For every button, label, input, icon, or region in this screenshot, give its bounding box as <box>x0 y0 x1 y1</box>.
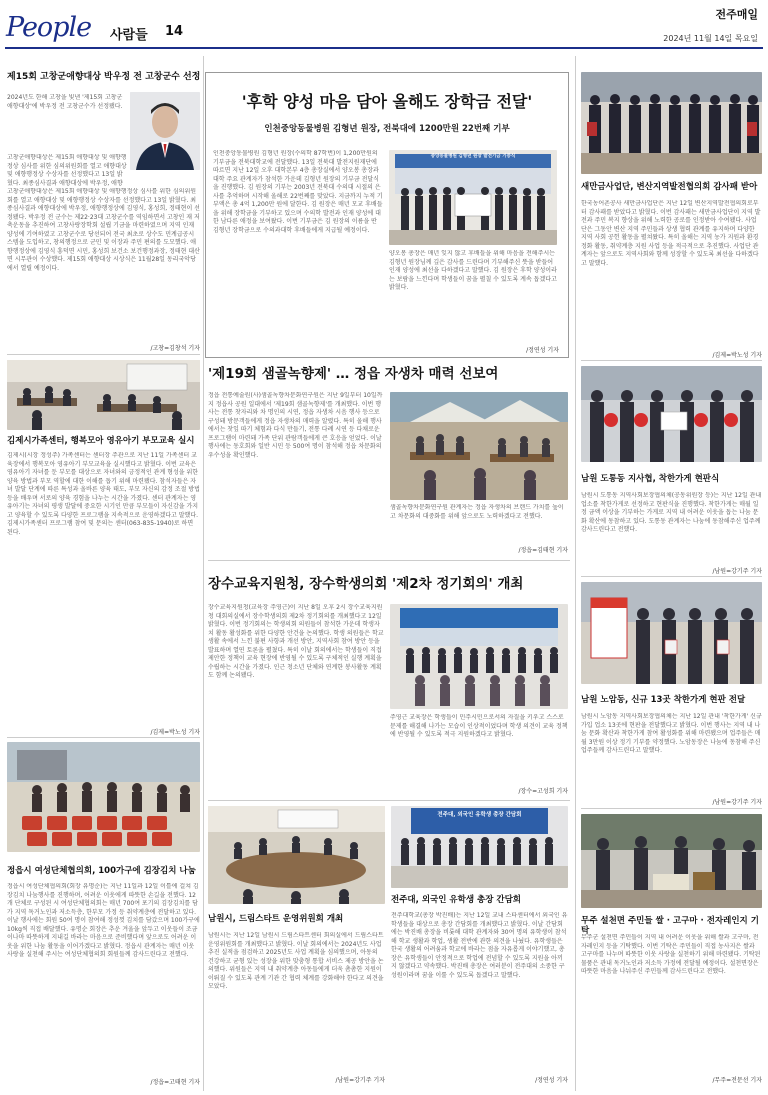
article-body: 고창군애향대상은 제15회 애향대상 및 애향행정상 심사를 위한 심의위원회를 열고 애향대상 및 애향행정상 수상자를 선정했다고 13일 밝혔다. 최종심사결과 애향대상에 박우정, 애향 <box>7 154 127 186</box>
article-body: 정읍 전통예술원(사)샘골녹향차문화연구원은 지난 9일부터 10일까지 정읍사 공원 일대에서 '제19회 샘골녹향제'를 개최했다. 이번 행사는 전통 찻자리와 차 명인의 시연, 정읍 자생차 시음 행사 등으로 구성돼 방문객들에게 정읍 자생차의 매력을 알렸다. 특히 올해 행사에서는 찻잎 따기 체험과 다식 만들기, 전통 다례 시연 등 다채로운 프로그램이 마련돼 가족 단위 관람객들에게 큰 호응을 얻었다. 이날 행사에는 동호회와 일반 시민 등 500여 명이 참석해 정읍 차문화의 우수성을 확인했다. <box>208 392 383 459</box>
article-body: 인천중앙동물병원 김형년 원장(수의학 87학번)이 1,200만원의 기부금을 전북대학교에 전달했다. 13일 전북대 발전지원재단에 따르면 지난 12일 오후 대학본부 4층 총장실에서 양오봉 총장과 대학 주요 관계자가 참석한 가운데 김형년 원장의 기부금 전달식을 진행했다. 김 원장의 기부는 2003년 전북대 수의대 시절의 은사를 추억하며 시작해 올해로 22번째를 맞았다. 지금까지 누적 기부액은 총 4억 1,200만 원에 달한다. 김 원장은 매년 모교 후배들을 위해 장학금을 기부하고 있으며 수의학 발전과 인재 양성에 대한 남다른 애정을 보여왔다. 이번 기부금은 김 원장의 이름을 딴 김형년 장학금으로 수의과대학 후배들에게 지급될 예정이다. <box>213 150 383 234</box>
divider <box>7 354 200 355</box>
byline: /장수=고성희 기자 <box>518 788 568 795</box>
ceremony-photo <box>389 150 557 245</box>
divider <box>581 808 762 809</box>
byline: /남원=강기주 기자 <box>712 799 762 806</box>
divider <box>7 737 200 738</box>
article-body: 남원시 도통동 지역사회보장협의체(공동위원장 등)는 지난 12일 관내 업소를 착한가게로 선정하고 현판식을 진행했다. 착한가게는 매월 일정 금액 이상을 기부하는 가게로 지역 내 어려운 이웃을 돕는 나눔 문화 확산에 동참하고 있다. 도통동 관계자는 나눔에 동참해주신 업주께 감사드린다고 전했다. <box>581 492 762 534</box>
education-photo <box>7 360 200 430</box>
article-title: 정읍시 여성단체협의회, 100가구에 김장김치 나눔 <box>7 866 196 876</box>
article-body: 장수교육지원청(교육장 주영근)이 지난 8일 오후 2시 장수교육지원청 대회의실에서 장수학생의회 제2차 정기회의를 개최했다고 12일 밝혔다. 이번 정기회의는 학생의회 의원들이 참석한 가운데 학생자치 활동 활성화를 위한 다양한 안건을 논의했다. 학생 의원들은 학교생활 속에서 느낀 불편 사항과 개선 방안, 지역사회 참여 방안 등을 발표하며 열띤 토론을 펼쳤다. 특히 이날 회의에서는 학생들이 직접 제안한 정책이 교육 현장에 반영될 수 있도록 구체적인 실행 계획을 수립하는 시간을 가졌다. 인근 청소년 단체와 연계한 봉사활동 계획도 함께 논의됐다. <box>208 604 384 680</box>
portrait-photo <box>130 92 200 170</box>
article-title: 장수교육지원청, 장수학생의회 '제2차 정기회의' 개최 <box>208 576 524 592</box>
article-title: 김제시가족센터, 행복모아 영유아기 부모교육 실시 <box>7 436 195 446</box>
student-council-photo <box>390 604 568 709</box>
kimchi-photo <box>7 742 200 852</box>
article-body: 전주대학교(총장 박진배)는 지난 12일 교내 스타센터에서 외국인 유학생들을 대상으로 총장 간담회를 개최했다고 밝혔다. 이날 간담회에는 박진배 총장을 비롯해 대학 관계자와 30여 명의 유학생이 참석해 학교 생활과 학업, 생활 전반에 관한 의견을 나눴다. 유학생들은 한국 생활의 어려움과 학교에 바라는 점을 자유롭게 이야기했고, 총장은 유학생들이 안정적으로 학업에 전념할 수 있도록 지원을 아끼지 않겠다고 약속했다. 박진배 총장은 여러분이 전주대의 소중한 구성원이라며 꿈을 이룰 수 있도록 돕겠다고 말했다. <box>391 912 568 979</box>
article-title: 제15회 고창군애향대상 박우정 전 고창군수 선정 <box>7 72 201 82</box>
byline: /정연성 기자 <box>535 1077 568 1084</box>
byline: /남원=강기주 기자 <box>712 568 762 575</box>
byline: /김제=박노성 기자 <box>712 352 762 359</box>
byline: /정읍=김태현 기자 <box>518 547 568 554</box>
article-subtitle: 인천중앙동물병원 김형년 원장, 전북대에 1200만원 22번째 기부 <box>264 124 510 134</box>
article-body-cont: 고창군애향대상은 제15회 애향대상 및 애향행정상 심사를 위한 심의위원회를 열고 애향대상 및 애향행정상 수상자를 선정했다고 13일 밝혔다. 최종심사결과 애향대상에 박우정, 애향행정상에 김영식, 홍성희, 정태현이 선정됐다. 박우정 전 군수는 제22·23대 고창군수를 역임하면서 고창인 재 저축운동을 추진하여 고창사랑장학회 설립 기금을 마련하였으며 지역 인재 양성에 기여하였고 고창군수로 당선되어 전국 최초로 상수도 민계급공시스템을 도입하고, 창의행정으로 군민 및 이장과 주민 편의를 도모했다. 애향행정상에 김영식 흥덕면 시민, 홍성희 보건소 보건행정과장, 정태현 대산면 시무관이 수상했다. 제15회 애향대상 시상식은 11월28일 동리국악당에서 열릴 예정이다. <box>7 188 200 272</box>
students-photo <box>391 806 568 888</box>
page-number: 14 <box>165 24 184 39</box>
tea-festival-photo <box>390 392 568 500</box>
article-body: 양오봉 총장은 매년 잊지 않고 후배들을 위해 마음을 전해주시는 김형년 원장님께 깊은 감사를 드린다며 기부해주신 뜻을 받들어 인재 양성에 최선을 다하겠다고 말했다. 김 원장은 후학 양성이라는 보람을 느낀다며 학생들이 꿈을 펼칠 수 있도록 계속 돕겠다고 밝혔다. <box>389 250 557 292</box>
byline: /정연성 기자 <box>526 347 559 354</box>
article-body: 주영근 교육장은 학생들이 민주시민으로서의 자질을 키우고 스스로 문제를 해결해 나가는 모습이 인상적이었다며 학생 의견이 교육 정책에 반영될 수 있도록 적극 지원하겠다고 밝혔다. <box>390 714 568 739</box>
article-title: 무주 설천면 주민들 쌀 · 고구마 · 전자레인지 기탁 <box>581 916 759 937</box>
article-body: 정읍시 여성단체협의회(회장 유명순)는 지난 11일과 12일 이틀에 걸쳐 김장김치 나눔행사를 진행하며, 어려운 이웃에게 따뜻한 손길을 전했다. 12개 단체로 구성된 시 여성단체협의회는 매년 700여 포기의 김장김치를 담가 지역 독거노인과 저소득층, 한부모 가정 등 취약계층에 전달하고 있다. 이날 행사에는 회원 50여 명이 참여해 정성껏 김치를 담갔으며 100가구에 10kg씩 직접 배달했다. 유명순 회장은 추운 겨울을 앞두고 이웃들이 조금이나마 따뜻하게 지내길 바라는 마음으로 준비했다며 앞으로도 어려운 이웃을 위한 나눔 활동을 이어가겠다고 밝혔다. 정읍시 관계자는 매년 이웃 사랑을 실천해 주시는 여성단체협의회 회원들께 감사드린다고 전했다. <box>7 883 200 959</box>
divider <box>208 560 570 561</box>
divider <box>581 360 762 361</box>
newspaper-name: 전주매일 <box>715 8 758 21</box>
section-logo: People <box>6 12 92 43</box>
photo-banner-text: 중앙동물병원 김형년 원장 발전기금 기증식 <box>430 154 516 159</box>
photo-banner-text: 전주대, 외국인 유학생 총장 간담회 <box>437 812 522 818</box>
section-name: 사람들 <box>110 28 148 43</box>
column-divider <box>203 56 204 1091</box>
divider <box>208 800 570 801</box>
header-rule <box>5 47 763 49</box>
byline: /남원=강기주 기자 <box>335 1077 385 1084</box>
article-title: 남원시, 드림스타트 운영위원회 개최 <box>208 914 344 924</box>
article-title: '제19회 샘골녹향제' … 정읍 자생차 매력 선보여 <box>208 366 499 382</box>
byline: /정읍=고태현 기자 <box>150 1079 200 1086</box>
plaque-photo <box>581 582 762 684</box>
byline: /무주=전문선 기자 <box>712 1077 762 1084</box>
article-title: '후학 양성 마음 담아 올해도 장학금 전달' <box>241 92 533 111</box>
award-photo <box>581 72 762 174</box>
byline: /김제=박노성 기자 <box>150 729 200 736</box>
article-title: 남원 도통동 지사협, 착한가게 현판식 <box>581 474 720 484</box>
meeting-photo <box>208 806 385 904</box>
byline: /고창=김창석 기자 <box>150 345 200 352</box>
article-body: 무주군 설천면 주민들이 지역 내 어려운 이웃을 위해 쌀과 고구마, 전자레인지 등을 기탁했다. 이번 기탁은 주민들이 직접 농사지은 쌀과 고구마를 나누며 따뜻한 이웃 사랑을 실천하기 위해 마련됐다. 기탁된 물품은 관내 독거노인과 저소득 가정에 전달될 예정이다. 설천면장은 따뜻한 마음을 나눠주신 주민들께 감사드린다고 전했다. <box>581 934 761 976</box>
article-body: 김제시(시장 정성주) 가족센터는 센터장 주관으로 지난 11일 가족센터 교육장에서 행복모아 영유아기 부모교육을 실시했다고 밝혔다. 이번 교육은 영유아기 자녀를 둔 부모를 대상으로 자녀와의 긍정적인 관계 형성을 위한 양육 방법과 부모 역할에 대한 이해를 돕기 위해 마련됐다. 참석자들은 자녀 발달 단계에 따른 특성과 올바른 양육 태도, 부모 자신의 감정 조절 방법 등을 배우며 서로의 양육 경험을 나누는 시간을 가졌다. 센터 관계자는 영유아기는 자녀의 평생 발달에 중요한 시기인 만큼 부모들이 자신감을 가지고 양육할 수 있도록 다양한 프로그램을 지속적으로 운영하겠다고 말했다. 김제시가족센터 프로그램 참여 및 문의는 센터(063-835-1940)로 하면 된다. <box>7 452 200 536</box>
article-body: 한국농어촌공사 새만금사업단은 지난 12일 변산지역발전협의회로부터 감사패를 받았다고 밝혔다. 이번 감사패는 새만금사업단이 지역 발전과 주민 복지 향상을 위해 노력한 공로를 인정받아 수여됐다. 사업단은 그동안 변산 지역 주민들과 상생 협력 관계를 유지하며 다양한 지역 사회 공헌 활동을 펼쳐왔다. 특히 올해는 지역 농가 지원과 환경 정화 활동, 취약계층 지원 사업 등을 적극적으로 추진했다. 사업단 관계자는 앞으로도 지역사회와 함께 성장할 수 있도록 최선을 다하겠다고 말했다. <box>581 200 761 267</box>
column-divider <box>575 56 576 1091</box>
issue-date: 2024년 11월 14일 목요일 <box>663 34 758 43</box>
article-title: 새만금사업단, 변산지역발전협의회 감사패 받아 <box>581 182 758 192</box>
article-title: 전주대, 외국인 유학생 총장 간담회 <box>391 895 522 905</box>
divider <box>581 576 762 577</box>
good-store-photo <box>581 366 762 462</box>
article-body: 남원시는 지난 12일 남원시 드림스타트센터 회의실에서 드림스타트 운영위원회를 개최했다고 밝혔다. 이날 회의에서는 2024년도 사업 추진 실적을 점검하고 2025년도 사업 계획을 심의했으며, 아동의 건강하고 균형 있는 성장을 위한 맞춤형 통합 서비스 제공 방안을 논의했다. 위원들은 지역 내 취약계층 아동들에게 더욱 촘촘한 지원이 이뤄질 수 있도록 관계 기관 간 협력 체계를 강화해야 한다고 의견을 모았다. <box>208 932 384 991</box>
donation-photo <box>581 814 762 908</box>
article-body: 남원시 노암동 지역사회보장협의체는 지난 12일 관내 '착한가게' 신규 가입 업소 13곳에 현판을 전달했다고 밝혔다. 이번 행사는 지역 내 나눔 문화 확산과 착한가게 참여 활성화를 위해 마련됐으며 업주들은 매월 3만원 이상 정기 기부를 약정했다. 노암동장은 나눔에 동참해 주신 업주들께 감사드린다고 말했다. <box>581 713 762 755</box>
article-lead: 2024년도 한해 고창을 빛낸 '제15회 고창군 애향대상'에 박우정 전 고창군수가 선정됐다. <box>7 94 123 110</box>
article-title: 남원 노암동, 신규 13곳 착한가게 현판 전달 <box>581 695 746 705</box>
article-body: 샘골녹향차문화연구원 관계자는 정읍 자생차의 브랜드 가치를 높이고 차문화의 대중화를 위해 앞으로도 노력하겠다고 전했다. <box>390 504 564 520</box>
